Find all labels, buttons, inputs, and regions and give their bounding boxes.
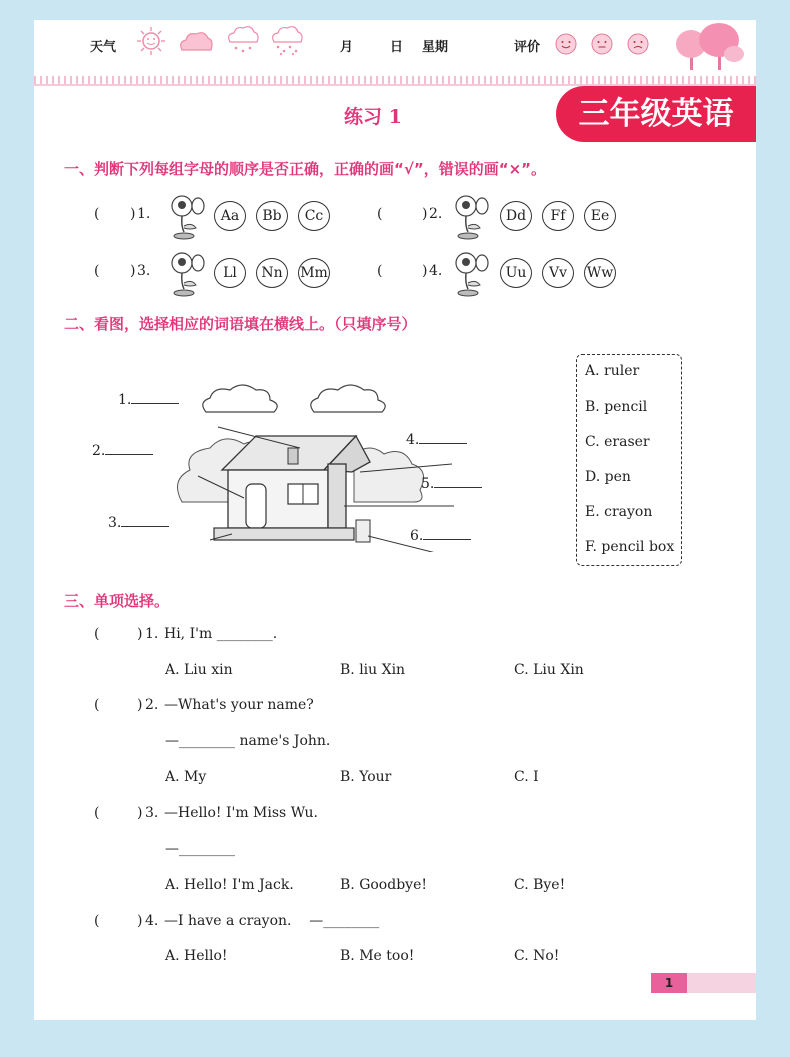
q1-number: 1. xyxy=(137,206,151,222)
plant-character-icon xyxy=(448,192,494,240)
mc3-number: 3. xyxy=(145,805,159,821)
q2-number: 2. xyxy=(429,206,443,222)
q2-paren-open: ( xyxy=(377,206,383,222)
mc1-number: 1. xyxy=(145,626,159,642)
word-option: D. pen xyxy=(585,469,631,485)
word-option: E. crayon xyxy=(585,504,653,520)
q4-paren-open: ( xyxy=(377,263,383,279)
mc2-option-b: B. Your xyxy=(340,769,392,785)
month-label: 月 xyxy=(340,40,354,55)
sun-icon xyxy=(136,26,166,56)
mc3-stem-line2: —________ xyxy=(165,841,235,857)
mc3-option-a: A. Hello! I'm Jack. xyxy=(165,877,294,893)
mc-paren-open: ( xyxy=(94,805,100,821)
letter-circle: Mm xyxy=(298,258,330,288)
section1-heading: 一、判断下列每组字母的顺序是否正确，正确的画“√”，错误的画“×”。 xyxy=(64,160,547,178)
letter-circle: Ll xyxy=(214,258,246,288)
mc3-option-c: C. Bye! xyxy=(514,877,566,893)
blank-3: 3. xyxy=(108,515,169,531)
rating-label: 评价 xyxy=(514,40,541,55)
day-label: 日 xyxy=(390,40,404,55)
mc1-option-a: A. Liu xin xyxy=(165,662,233,678)
happy-face-icon xyxy=(554,32,578,56)
heavy-rain-icon xyxy=(270,24,304,56)
mc-paren-open: ( xyxy=(94,626,100,642)
word-option: B. pencil xyxy=(585,399,648,415)
plant-character-icon xyxy=(164,192,210,240)
letter-circle: Cc xyxy=(298,201,330,231)
q2-paren-close: ) xyxy=(422,206,428,222)
section3-heading: 三、单项选择。 xyxy=(64,592,170,610)
mc1-stem: Hi, I'm ________. xyxy=(164,626,278,642)
section2-heading: 二、看图，选择相应的词语填在横线上。（只填序号） xyxy=(64,315,417,333)
q1-paren-open: ( xyxy=(94,206,100,222)
mc1-option-b: B. liu Xin xyxy=(340,662,406,678)
mc-paren-close: ) xyxy=(137,697,143,713)
blank-1: 1. xyxy=(118,392,179,408)
blank-2: 2. xyxy=(92,443,153,459)
weekday-label: 星期 xyxy=(422,40,449,55)
mc-paren-open: ( xyxy=(94,697,100,713)
pink-trees-illustration xyxy=(674,22,744,72)
mc4-number: 4. xyxy=(145,913,159,929)
q1-paren-close: ) xyxy=(130,206,136,222)
word-option: C. eraser xyxy=(585,434,650,450)
mc-paren-open: ( xyxy=(94,913,100,929)
letter-circle: Ww xyxy=(584,258,616,288)
mc4-option-c: C. No! xyxy=(514,948,560,964)
letter-circle: Uu xyxy=(500,258,532,288)
blank-5: 5. xyxy=(421,476,482,492)
letter-circle: Ff xyxy=(542,201,574,231)
cloud-icon xyxy=(178,28,214,54)
letter-circle: Dd xyxy=(500,201,532,231)
mc-paren-close: ) xyxy=(137,626,143,642)
letter-circle: Vv xyxy=(542,258,574,288)
light-rain-icon xyxy=(226,24,260,56)
mc4-stem: —I have a crayon. —________ xyxy=(164,913,380,929)
letter-circle: Ee xyxy=(584,201,616,231)
mc2-number: 2. xyxy=(145,697,159,713)
mc2-option-c: C. I xyxy=(514,769,539,785)
sad-face-icon xyxy=(626,32,650,56)
mc4-option-a: A. Hello! xyxy=(165,948,228,964)
weather-label: 天气 xyxy=(90,40,117,55)
mc2-stem-line1: —What's your name? xyxy=(164,697,314,713)
blank-4: 4. xyxy=(406,432,467,448)
mc-paren-close: ) xyxy=(137,805,143,821)
letter-circle: Aa xyxy=(214,201,246,231)
mc1-option-c: C. Liu Xin xyxy=(514,662,584,678)
page-number: 1 xyxy=(651,973,687,993)
mc3-stem-line1: —Hello! I'm Miss Wu. xyxy=(164,805,318,821)
q3-number: 3. xyxy=(137,263,151,279)
mc2-stem-line2: —________ name's John. xyxy=(165,733,331,749)
word-option: A. ruler xyxy=(585,363,640,379)
q3-paren-close: ) xyxy=(130,263,136,279)
mc3-option-b: B. Goodbye! xyxy=(340,877,427,893)
q4-number: 4. xyxy=(429,263,443,279)
mc2-option-a: A. My xyxy=(165,769,207,785)
mc4-option-b: B. Me too! xyxy=(340,948,415,964)
worksheet-page xyxy=(34,20,756,1020)
exercise-title: 练习 1 xyxy=(344,106,402,128)
word-bank-box xyxy=(576,354,682,566)
neutral-face-icon xyxy=(590,32,614,56)
letter-circle: Bb xyxy=(256,201,288,231)
plant-character-icon xyxy=(448,249,494,297)
letter-circle: Nn xyxy=(256,258,288,288)
mc-paren-close: ) xyxy=(137,913,143,929)
word-option: F. pencil box xyxy=(585,539,675,555)
plant-character-icon xyxy=(164,249,210,297)
blank-6: 6. xyxy=(410,528,471,544)
grade-subject-badge: 三年级英语 xyxy=(556,86,756,142)
q3-paren-open: ( xyxy=(94,263,100,279)
page-number-bar xyxy=(687,973,756,993)
q4-paren-close: ) xyxy=(422,263,428,279)
